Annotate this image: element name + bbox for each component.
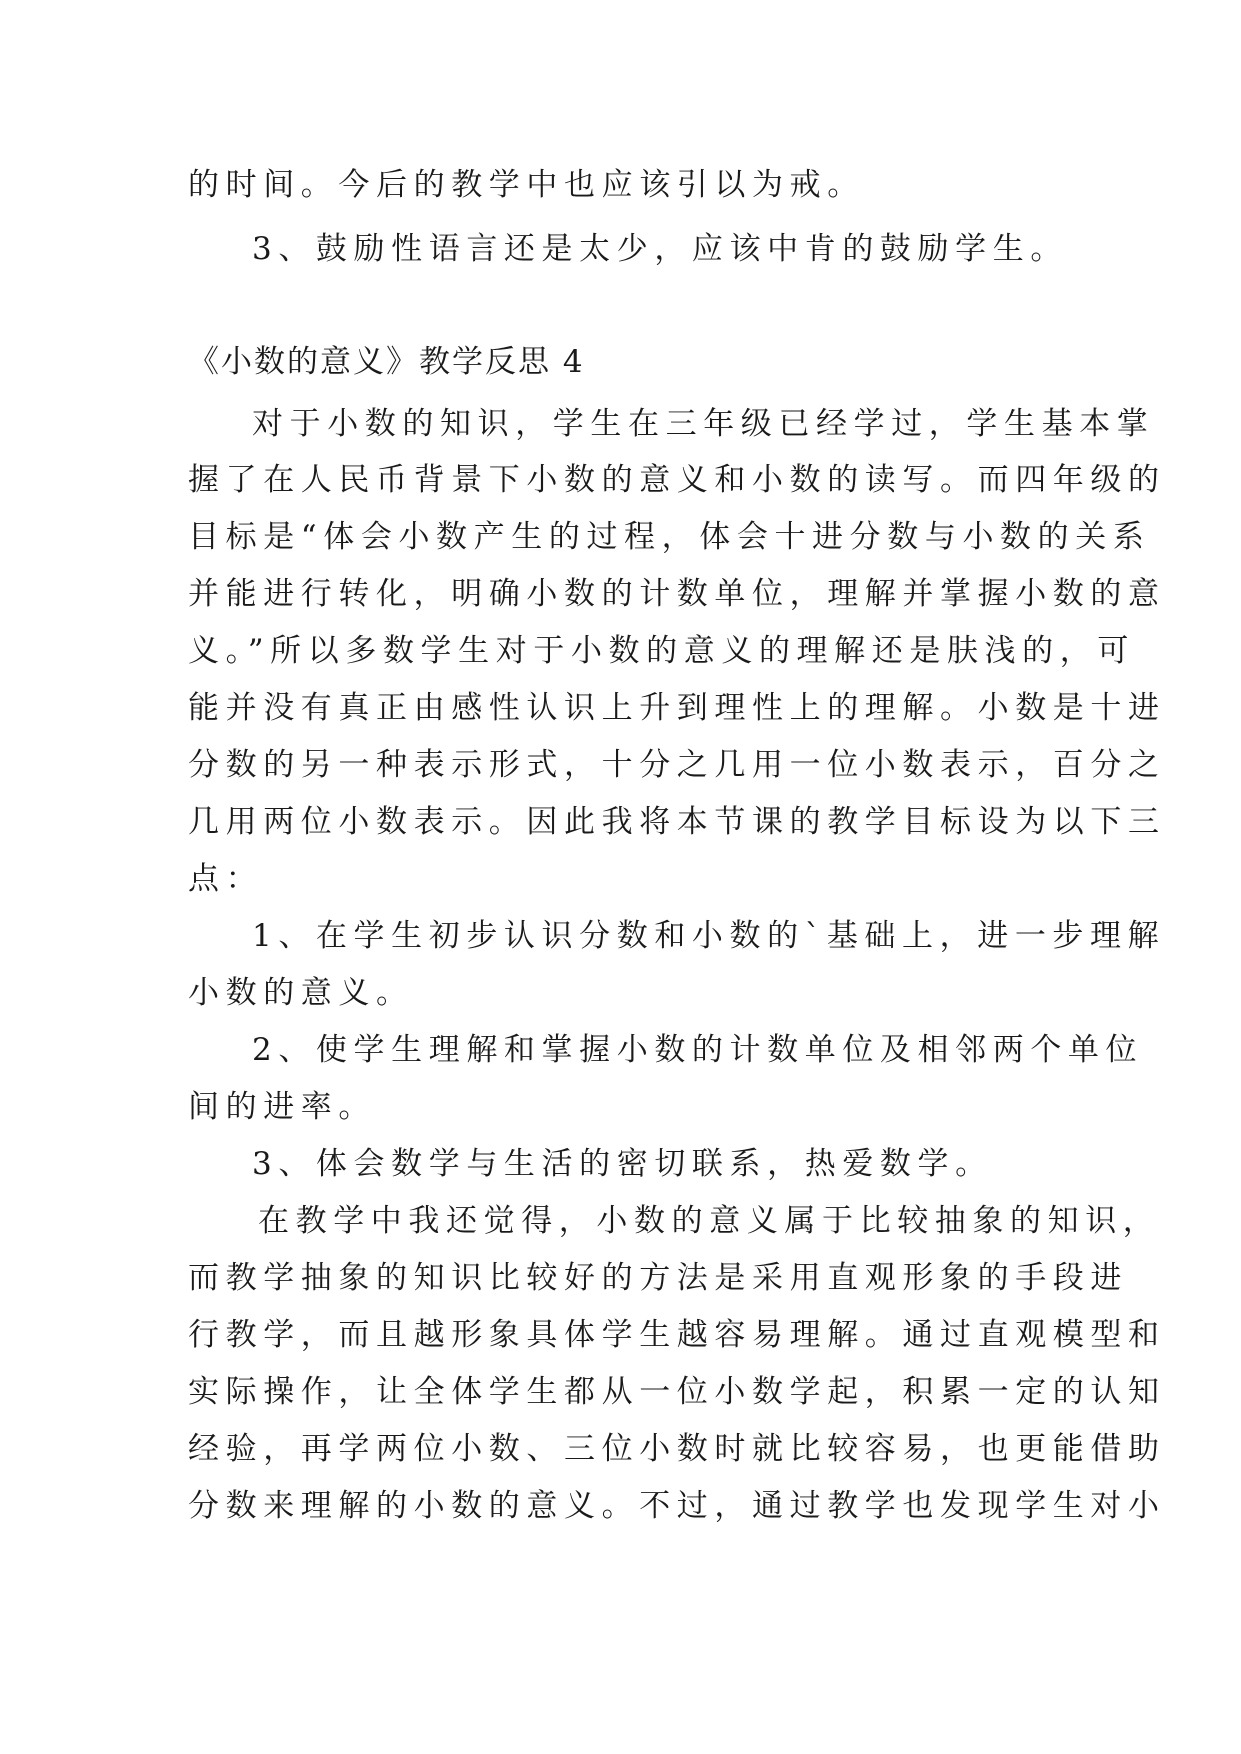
paragraph-line: 在教学中我还觉得，小数的意义属于比较抽象的知识， [258,1203,1161,1239]
paragraph-line: 分数来理解的小数的意义。不过，通过教学也发现学生对小 [188,1488,1166,1524]
list-item-continuation: 小数的意义。 [188,975,414,1011]
list-item: 2、使学生理解和掌握小数的计数单位及相邻两个单位 [252,1032,1144,1068]
paragraph-line: 对于小数的知识，学生在三年级已经学过，学生基本掌 [252,406,1155,442]
paragraph-line: 的时间。今后的教学中也应该引以为戒。 [188,167,865,203]
paragraph-line: 点： [188,861,264,897]
paragraph-line: 分数的另一种表示形式，十分之几用一位小数表示，百分之 [188,747,1166,783]
paragraph-line: 并能进行转化，明确小数的计数单位，理解并掌握小数的意 [188,576,1166,612]
paragraph-line: 目标是“体会小数产生的过程，体会十进分数与小数的关系 [188,519,1151,555]
list-item-continuation: 间的进率。 [188,1089,376,1125]
list-item: 3、体会数学与生活的密切联系，热爱数学。 [252,1146,993,1182]
paragraph-line: 行教学，而且越形象具体学生越容易理解。通过直观模型和 [188,1317,1166,1353]
list-item: 3、鼓励性语言还是太少，应该中肯的鼓励学生。 [252,231,1068,267]
paragraph-line: 而教学抽象的知识比较好的方法是采用直观形象的手段进 [188,1260,1128,1296]
paragraph-line: 几用两位小数表示。因此我将本节课的教学目标设为以下三 [188,804,1166,840]
paragraph-line: 经验，再学两位小数、三位小数时就比较容易，也更能借助 [188,1431,1166,1467]
paragraph-line: 义。”所以多数学生对于小数的意义的理解还是肤浅的，可 [188,633,1135,669]
paragraph-line: 实际操作，让全体学生都从一位小数学起，积累一定的认知 [188,1374,1166,1410]
list-item: 1、在学生初步认识分数和小数的`基础上，进一步理解 [252,918,1166,954]
section-heading: 《小数的意义》教学反思 4 [188,344,585,380]
paragraph-line: 能并没有真正由感性认识上升到理性上的理解。小数是十进 [188,690,1166,726]
paragraph-line: 握了在人民币背景下小数的意义和小数的读写。而四年级的 [188,462,1166,498]
